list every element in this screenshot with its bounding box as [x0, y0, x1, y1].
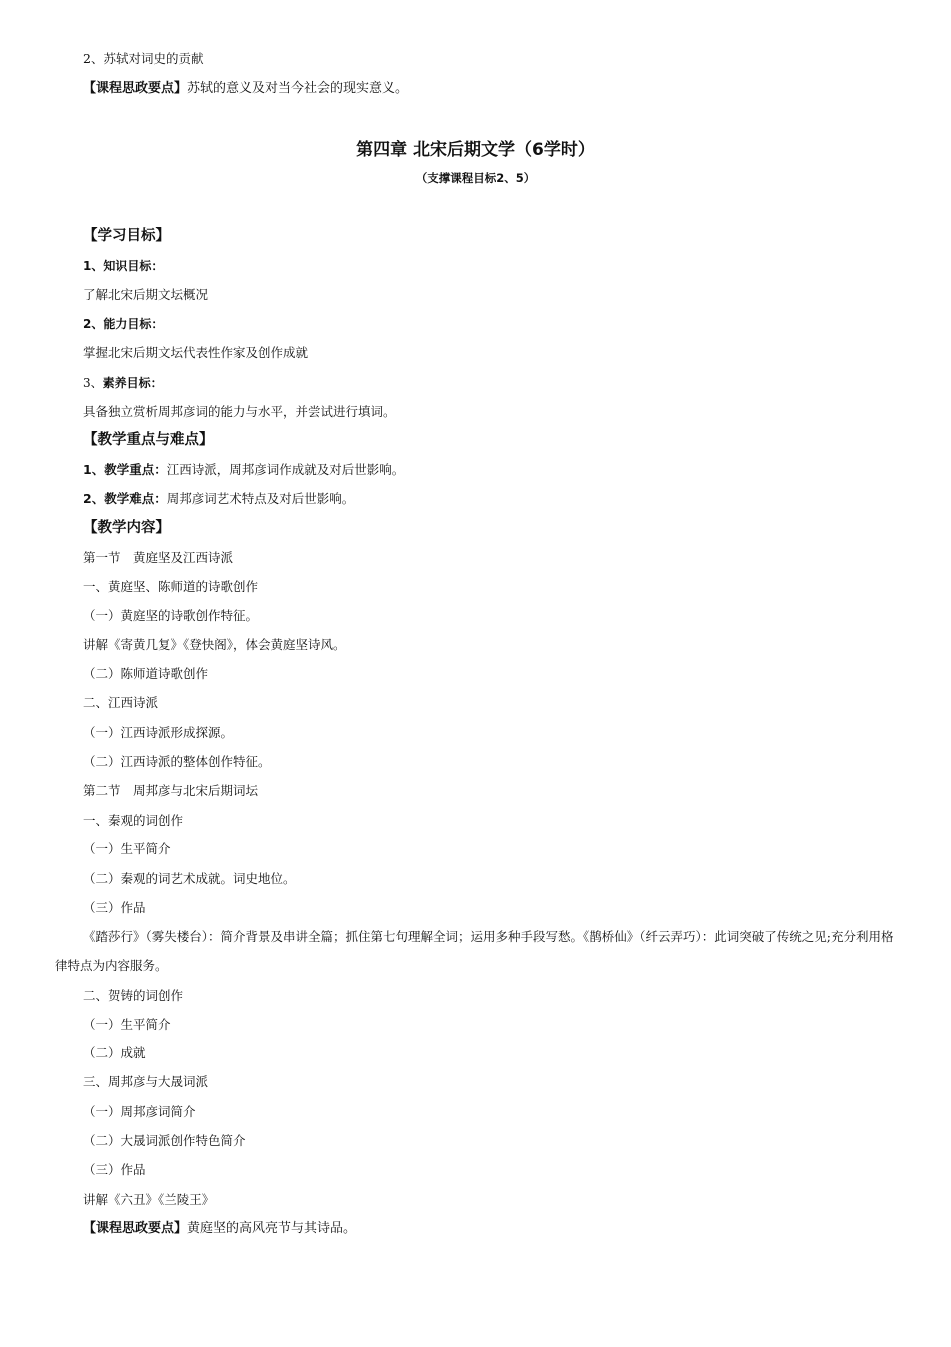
quality-label-text: 素养目标： [102, 376, 163, 390]
intro-ideology-point [83, 81, 408, 97]
content-paragraph: 《踏莎行》（雾失楼台）：简介背景及串讲全篇；抓住第七句理解全词；运用多种手段写愁。《鹊桥仙》（纤云弄巧）：此词突破了传统之见;充分利用格律特点为内容服务。 [55, 929, 894, 973]
quality-label [83, 375, 163, 391]
content-line: （三）作品 [83, 1162, 146, 1177]
focus-label: 1、教学重点： [83, 462, 167, 477]
content-line: 讲解《寄黄几复》《登快阁》，体会黄庭坚诗风。 [83, 637, 346, 652]
chapter-subtitle: （支撑课程目标2、5） [415, 171, 536, 185]
difficulty-line [83, 491, 354, 507]
content-line: （一）黄庭坚的诗歌创作特征。 [83, 608, 259, 623]
ideology-text: 苏轼的意义及对当今社会的现实意义。 [187, 81, 409, 96]
difficulty-label: 2、教学难点： [83, 491, 167, 506]
content-line: 第一节 黄庭坚及江西诗派 [83, 550, 234, 565]
knowledge-text: 了解北宋后期文坛概况 [83, 287, 209, 302]
content-line: （二）成就 [83, 1045, 146, 1060]
ideology-text: 黄庭坚的高风亮节与其诗品。 [187, 1221, 357, 1236]
knowledge-label: 1、知识目标： [83, 259, 164, 273]
content-line: 讲解《六丑》《兰陵王》 [83, 1192, 215, 1207]
ideology-label: 【课程思政要点】 [83, 81, 188, 96]
content-line: （三）作品 [83, 900, 146, 915]
objectives-heading: 【学习目标】 [83, 228, 170, 244]
content-line: （二）陈师道诗歌创作 [83, 666, 209, 681]
ability-label: 2、能力目标： [83, 317, 164, 331]
content-heading: 【教学内容】 [83, 520, 170, 536]
content-line: 二、江西诗派 [83, 695, 159, 710]
content-line: 二、贺铸的词创作 [83, 988, 184, 1003]
difficulty-text: 周邦彦词艺术特点及对后世影响。 [166, 491, 355, 506]
focus-line [83, 462, 404, 478]
ideology-label: 【课程思政要点】 [83, 1221, 188, 1236]
content-line: （一）江西诗派形成探源。 [83, 725, 234, 740]
content-line: 一、秦观的词创作 [83, 813, 184, 828]
content-ideology-point [83, 1221, 356, 1237]
content-line: （一）生平简介 [83, 1017, 171, 1032]
content-line: （一）周邦彦词简介 [83, 1104, 196, 1119]
content-line: 第二节 周邦彦与北宋后期词坛 [83, 783, 259, 798]
content-line: （二）秦观的词艺术成就。词史地位。 [83, 871, 296, 886]
quality-label-prefix: 3、 [83, 376, 103, 390]
ability-text: 掌握北宋后期文坛代表性作家及创作成就 [83, 345, 309, 360]
intro-item-2: 2、苏轼对词史的贡献 [83, 51, 204, 66]
content-line: 一、黄庭坚、陈师道的诗歌创作 [83, 579, 259, 594]
keypoints-heading: 【教学重点与难点】 [83, 432, 214, 448]
content-line: （二）江西诗派的整体创作特征。 [83, 754, 271, 769]
quality-text: 具备独立赏析周邦彦词的能力与水平，并尝试进行填词。 [83, 404, 396, 419]
content-line: 三、周邦彦与大晟词派 [83, 1074, 209, 1089]
content-line: （一）生平简介 [83, 841, 171, 856]
focus-text: 江西诗派，周邦彦词作成就及对后世影响。 [166, 462, 405, 477]
chapter-title: 第四章 北宋后期文学（6学时） [356, 140, 595, 160]
content-line: （二）大晟词派创作特色简介 [83, 1133, 246, 1148]
